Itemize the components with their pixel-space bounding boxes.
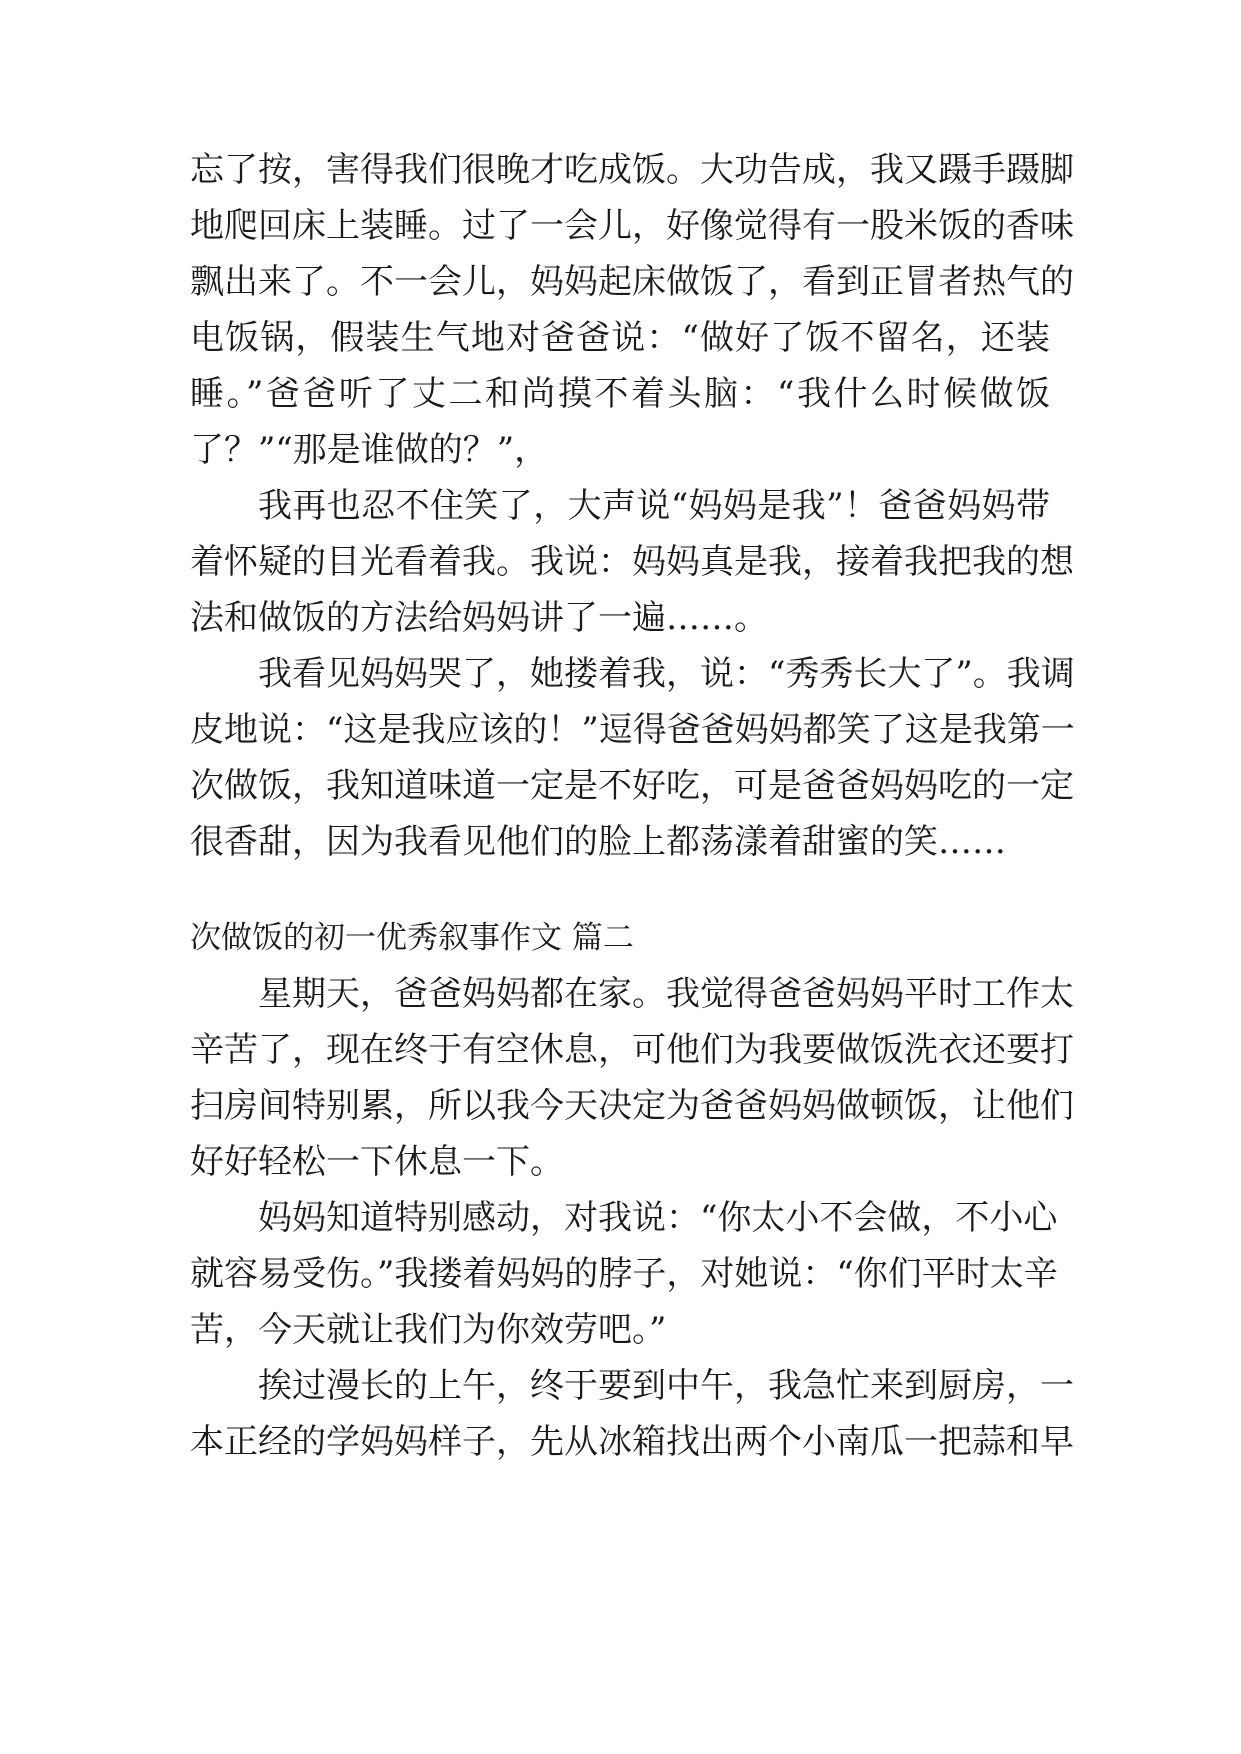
text-line: 法和做饭的方法给妈妈讲了一遍……。 xyxy=(190,598,768,638)
text-line: 苦，今天就让我们为你效劳吧。” xyxy=(190,1310,667,1350)
text-line: 地爬回床上装睡。过了一会儿，好像觉得有一股米饭的香味 xyxy=(190,206,1074,246)
text-line: 电饭锅，假装生气地对爸爸说：“做好了饭不留名，还装 xyxy=(190,318,1050,358)
text-line: 了？”“那是谁做的？”， xyxy=(190,430,549,470)
text-line: 着怀疑的目光看着我。我说：妈妈真是我，接着我把我的想 xyxy=(190,542,1074,582)
text-line: 很香甜，因为我看见他们的脸上都荡漾着甜蜜的笑…… xyxy=(190,822,1006,862)
text-line: 飘出来了。不一会儿，妈妈起床做饭了，看到正冒者热气的 xyxy=(190,262,1074,302)
text-line: 皮地说：“这是我应该的！”逗得爸爸妈妈都笑了这是我第一 xyxy=(190,710,1075,750)
text-line: 辛苦了，现在终于有空休息，可他们为我要做饭洗衣还要打 xyxy=(190,1030,1074,1070)
text-line: 睡。”爸爸听了丈二和尚摸不着头脑：“我什么时候做饭 xyxy=(190,374,1050,414)
text-line: 我看见妈妈哭了，她搂着我，说：“秀秀长大了”。我调 xyxy=(258,654,1075,694)
text-line: 就容易受伤。”我搂着妈妈的脖子，对她说：“你们平时太辛 xyxy=(190,1254,1058,1294)
text-line: 次做饭，我知道味道一定是不好吃，可是爸爸妈妈吃的一定 xyxy=(190,766,1074,806)
text-line: 星期天，爸爸妈妈都在家。我觉得爸爸妈妈平时工作太 xyxy=(258,974,1074,1014)
text-line: 挨过漫长的上午，终于要到中午，我急忙来到厨房，一 xyxy=(258,1366,1074,1406)
text-line: 我再也忍不住笑了，大声说“妈妈是我”！爸爸妈妈带 xyxy=(258,486,1050,526)
text-line: 本正经的学妈妈样子，先从冰箱找出两个小南瓜一把蒜和早 xyxy=(190,1422,1074,1462)
text-line: 忘了按，害得我们很晚才吃成饭。大功告成，我又蹑手蹑脚 xyxy=(190,150,1074,190)
text-line: 妈妈知道特别感动，对我说：“你太小不会做，不小心 xyxy=(258,1198,1058,1238)
section-heading: 次做饭的初一优秀叙事作文 篇二 xyxy=(190,920,634,956)
text-line: 扫房间特别累，所以我今天决定为爸爸妈妈做顿饭，让他们 xyxy=(190,1086,1074,1126)
text-line: 好好轻松一下休息一下。 xyxy=(190,1142,564,1182)
document-page xyxy=(190,0,1075,1754)
